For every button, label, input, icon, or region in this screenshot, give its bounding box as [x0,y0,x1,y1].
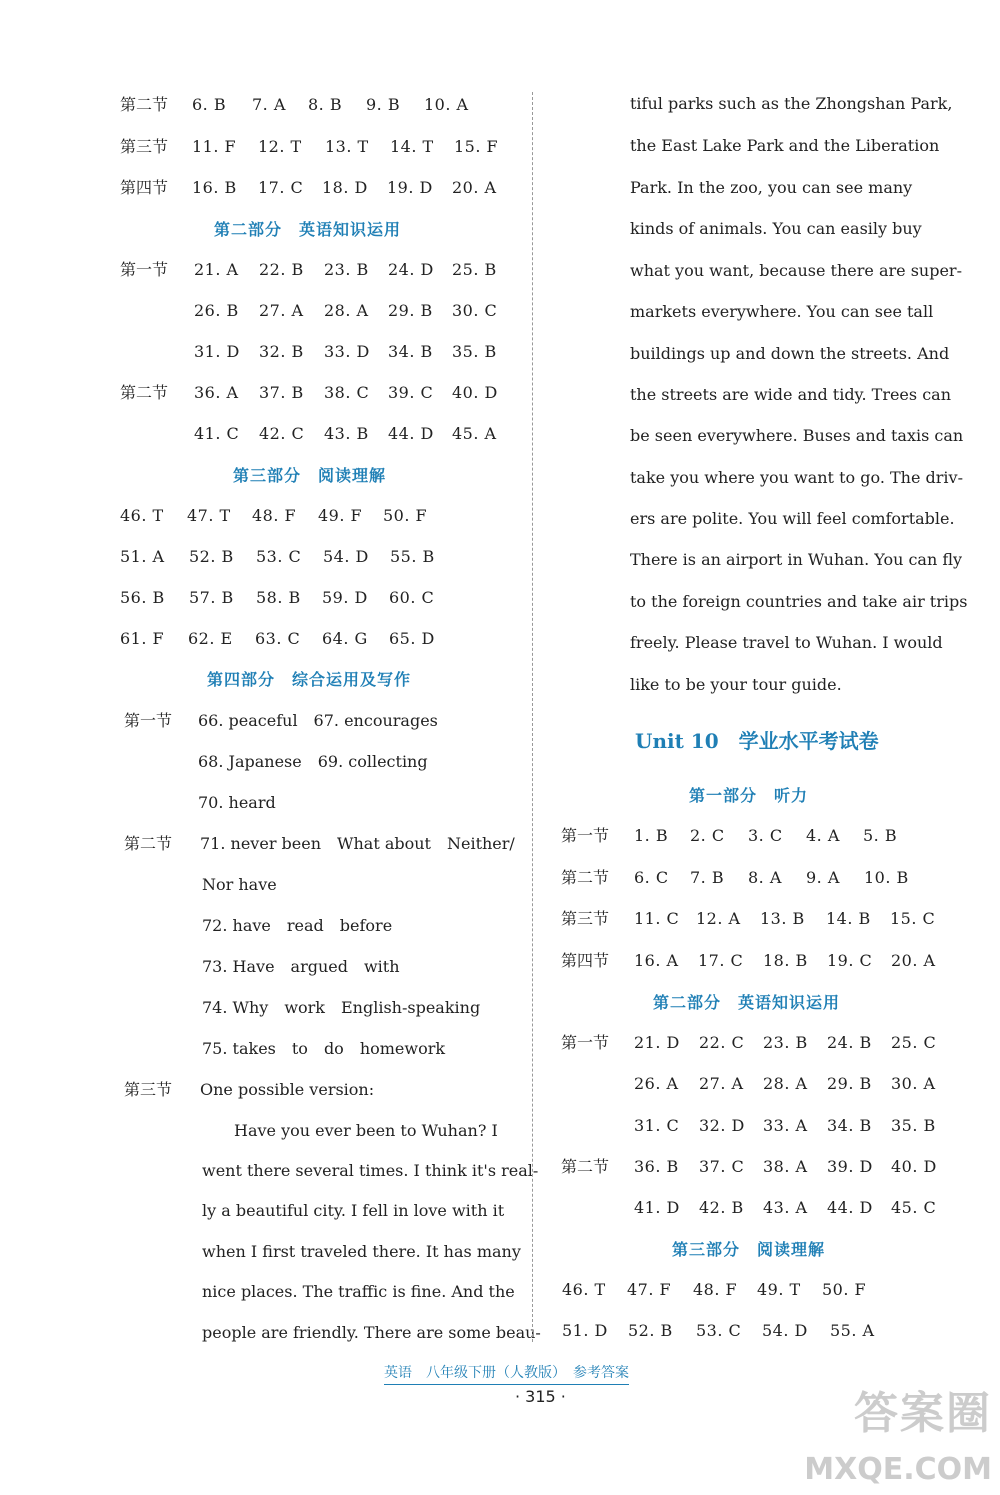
answer-item: 16. B [192,178,237,197]
section-heading: 第四部分 综合运用及写作 [207,670,412,689]
essay-line: take you where you want to go. The driv- [630,468,963,487]
essay-line: tiful parks such as the Zhongshan Park, [630,94,953,113]
essay-line: the East Lake Park and the Liberation [630,136,940,155]
answer-item: 34. B [388,342,433,361]
answer-item: 11. F [192,137,237,156]
answer-item: 19. D [387,178,433,197]
answer-item: 60. C [389,588,435,607]
column-divider [532,92,533,1342]
answer-item: 28. A [763,1074,808,1093]
answer-item: 26. B [194,301,239,320]
book-footer: 英语 八年级下册（人教版） 参考答案 [384,1362,629,1385]
section-label: 第四节 [561,951,610,970]
answer-item: 24. D [388,260,434,279]
fill-answer: 70. heard [198,793,276,812]
answer-item: 35. B [891,1116,936,1135]
answer-item: 17. C [698,951,744,970]
answer-item: 52. B [628,1321,673,1340]
answer-item: 14. T [390,137,434,156]
answer-item: 20. A [452,178,497,197]
answer-item: 43. B [324,424,369,443]
answer-item: 52. B [189,547,234,566]
essay-line: be seen everywhere. Buses and taxis can [630,426,964,445]
answer-item: 53. C [256,547,302,566]
fill-answer: 71. never been What about Neither/ [200,834,515,853]
answer-item: 57. B [189,588,234,607]
answer-item: 43. A [763,1198,808,1217]
section-label: 第二节 [561,1157,610,1176]
answer-item: 22. B [259,260,304,279]
answer-item: 36. A [194,383,239,402]
answer-item: 7. B [690,868,725,887]
answer-item: 12. T [258,137,302,156]
section-label: 第四节 [120,178,169,197]
answer-item: 19. C [827,951,873,970]
answer-item: 6. B [192,95,227,114]
essay-line: went there several times. I think it's real- [202,1161,539,1180]
answer-item: 29. B [827,1074,872,1093]
section-label: 第一节 [561,826,610,845]
essay-line: what you want, because there are super- [630,261,962,280]
answer-item: 27. A [259,301,304,320]
fill-answer: 73. Have argued with [202,957,400,976]
answer-item: 55. B [390,547,435,566]
watermark-top: 答案圈 [854,1388,992,1439]
answer-item: 47. T [187,506,231,525]
answer-item: 35. B [452,342,497,361]
answer-item: 49. F [318,506,363,525]
section-label: 第一节 [124,711,173,730]
essay-line: markets everywhere. You can see tall [630,302,934,321]
answer-item: 18. B [763,951,808,970]
answer-item: 53. C [696,1321,742,1340]
answer-item: 21. A [194,260,239,279]
page-number: · 315 · [515,1387,566,1406]
answer-item: 9. B [366,95,401,114]
answer-item: 46. T [562,1280,606,1299]
answer-item: 33. D [324,342,370,361]
section-heading: 第二部分 英语知识运用 [653,993,841,1012]
essay-line: Have you ever been to Wuhan? I [202,1121,498,1140]
answer-item: 31. D [194,342,240,361]
section-heading: 第三部分 阅读理解 [672,1240,826,1259]
answer-item: 10. B [864,868,909,887]
answer-item: 3. C [748,826,783,845]
answer-item: 48. F [693,1280,738,1299]
section-heading: 第三部分 阅读理解 [233,466,387,485]
answer-item: 32. B [259,342,304,361]
section-label: 第二节 [120,383,169,402]
answer-item: 24. B [827,1033,872,1052]
section-label: 第三节 [124,1080,173,1099]
answer-item: 42. C [259,424,305,443]
essay-line: There is an airport in Wuhan. You can fly [630,550,963,569]
answer-item: 46. T [120,506,164,525]
answer-item: 34. B [827,1116,872,1135]
answer-item: 30. C [452,301,498,320]
answer-item: 65. D [389,629,435,648]
essay-line: like to be your tour guide. [630,675,842,694]
answer-item: 28. A [324,301,369,320]
answer-item: 51. D [562,1321,608,1340]
answer-item: 18. D [322,178,368,197]
answer-item: 41. D [634,1198,680,1217]
answer-item: 8. B [308,95,343,114]
answer-item: 58. B [256,588,301,607]
essay-line: ers are polite. You will feel comfortable. [630,509,955,528]
section-heading: 第二部分 英语知识运用 [214,220,402,239]
answer-item: 37. C [699,1157,745,1176]
answer-item: 37. B [259,383,304,402]
fill-answer: 72. have read before [202,916,393,935]
answer-item: 33. A [763,1116,808,1135]
answer-item: 41. C [194,424,240,443]
answer-item: 47. F [627,1280,672,1299]
answer-item: 4. A [806,826,840,845]
answer-item: 64. G [322,629,368,648]
answer-item: 39. D [827,1157,873,1176]
essay-line: ly a beautiful city. I fell in love with it [202,1201,505,1220]
fill-answer: 66. peaceful 67. encourages [198,711,438,730]
answer-item: 15. F [454,137,499,156]
answer-item: 38. A [763,1157,808,1176]
answer-item: 1. B [634,826,669,845]
answer-item: 15. C [890,909,936,928]
answer-item: 54. D [762,1321,808,1340]
answer-item: 6. C [634,868,669,887]
answer-item: 13. T [325,137,369,156]
answer-item: 25. B [452,260,497,279]
answer-item: 32. D [699,1116,745,1135]
essay-line: freely. Please travel to Wuhan. I would [630,633,943,652]
answer-item: 63. C [255,629,301,648]
section-label: 第一节 [120,260,169,279]
answer-item: 36. B [634,1157,679,1176]
watermark-logo [792,1377,992,1487]
answer-item: 38. C [324,383,370,402]
answer-item: 31. C [634,1116,680,1135]
answer-item: 13. B [760,909,805,928]
answer-item: 55. A [830,1321,875,1340]
unit-title: Unit 10 学业水平考试卷 [635,729,879,753]
answer-item: 7. A [252,95,286,114]
answer-item: 2. C [690,826,725,845]
answer-item: 42. B [699,1198,744,1217]
answer-item: 48. F [252,506,297,525]
answer-item: 45. A [452,424,497,443]
section-label: 第三节 [120,137,169,156]
answer-item: 39. C [388,383,434,402]
answer-item: 10. A [424,95,469,114]
essay-intro: One possible version: [200,1080,375,1099]
watermark-bottom: MXQE.COM [804,1452,992,1487]
essay-line: when I first traveled there. It has many [202,1242,521,1261]
essay-line: buildings up and down the streets. And [630,344,950,363]
fill-answer: 68. Japanese 69. collecting [198,752,428,771]
answer-item: 54. D [323,547,369,566]
answer-item: 30. A [891,1074,936,1093]
answer-item: 22. C [699,1033,745,1052]
section-label: 第一节 [561,1033,610,1052]
answer-item: 40. D [452,383,498,402]
answer-item: 23. B [324,260,369,279]
answer-item: 23. B [763,1033,808,1052]
section-label: 第二节 [120,95,169,114]
answer-item: 8. A [748,868,782,887]
answer-item: 17. C [258,178,304,197]
answer-item: 44. D [827,1198,873,1217]
essay-line: to the foreign countries and take air trips [630,592,968,611]
essay-line: Park. In the zoo, you can see many [630,178,913,197]
section-label: 第二节 [124,834,173,853]
answer-item: 49. T [757,1280,801,1299]
answer-item: 29. B [388,301,433,320]
essay-line: kinds of animals. You can easily buy [630,219,922,238]
answer-item: 14. B [826,909,871,928]
answer-item: 20. A [891,951,936,970]
answer-item: 25. C [891,1033,937,1052]
answer-item: 12. A [696,909,741,928]
essay-line: the streets are wide and tidy. Trees can [630,385,951,404]
answer-item: 26. A [634,1074,679,1093]
section-heading: 第一部分 听力 [689,786,809,805]
answer-item: 11. C [634,909,680,928]
essay-line: nice places. The traffic is fine. And the [202,1282,515,1301]
fill-answer: 75. takes to do homework [202,1039,446,1058]
essay-line: people are friendly. There are some beau- [202,1323,541,1342]
section-label: 第二节 [561,868,610,887]
fill-answer: Nor have [202,875,277,894]
answer-item: 27. A [699,1074,744,1093]
answer-item: 50. F [383,506,428,525]
answer-item: 9. A [806,868,840,887]
answer-item: 51. A [120,547,165,566]
answer-item: 50. F [822,1280,867,1299]
answer-item: 59. D [322,588,368,607]
answer-item: 21. D [634,1033,680,1052]
answer-item: 45. C [891,1198,937,1217]
answer-item: 44. D [388,424,434,443]
answer-item: 40. D [891,1157,937,1176]
answer-item: 16. A [634,951,679,970]
fill-answer: 74. Why work English-speaking [202,998,481,1017]
answer-item: 56. B [120,588,165,607]
answer-item: 62. E [188,629,233,648]
answer-item: 5. B [863,826,898,845]
section-label: 第三节 [561,909,610,928]
answer-item: 61. F [120,629,165,648]
